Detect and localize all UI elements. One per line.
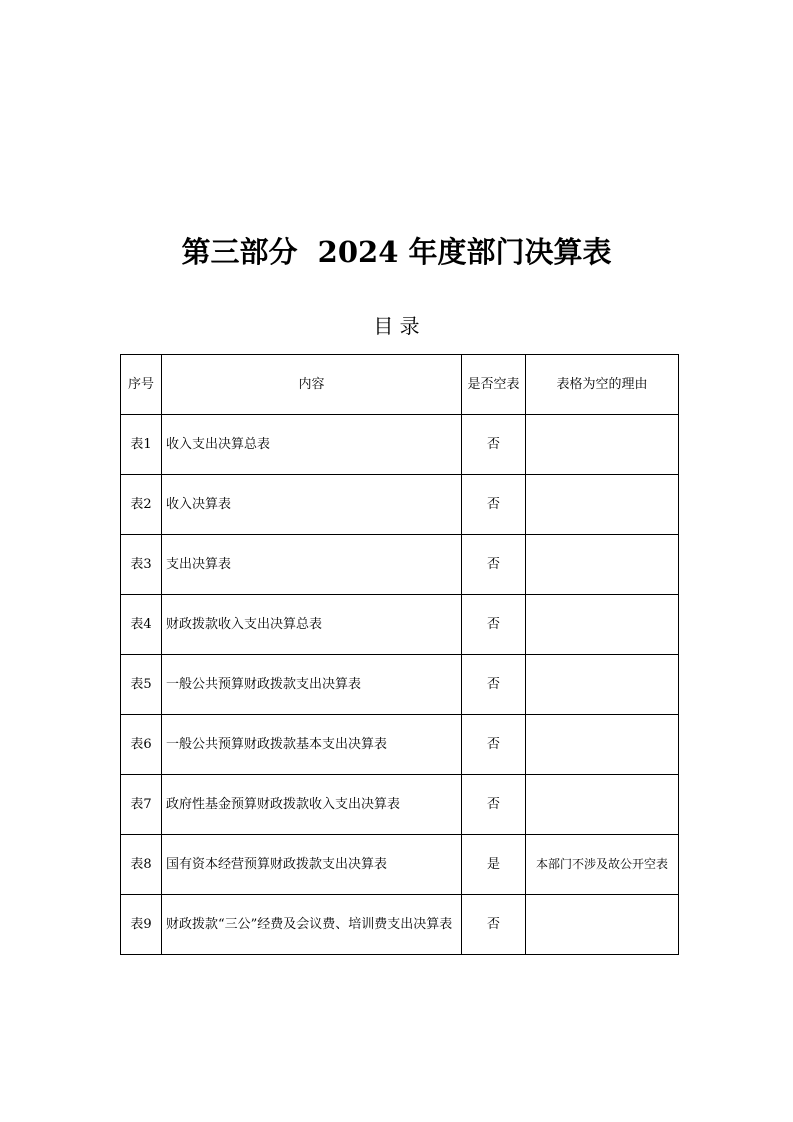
- row-content: 支出决算表: [162, 535, 462, 595]
- row-no: 表9: [121, 895, 162, 955]
- row-no: 表7: [121, 775, 162, 835]
- row-reason: 本部门不涉及故公开空表: [526, 835, 679, 895]
- row-content: 收入支出决算总表: [162, 415, 462, 475]
- row-content: 国有资本经营预算财政拨款支出决算表: [162, 835, 462, 895]
- row-content: 财政拨款“三公”经费及会议费、培训费支出决算表: [162, 895, 462, 955]
- row-reason: [526, 475, 679, 535]
- row-is-empty: 否: [462, 595, 526, 655]
- row-is-empty: 否: [462, 715, 526, 775]
- row-no: 表4: [121, 595, 162, 655]
- row-no: 表5: [121, 655, 162, 715]
- row-no: 表8: [121, 835, 162, 895]
- row-reason: [526, 895, 679, 955]
- row-no: 表1: [121, 415, 162, 475]
- row-is-empty: 否: [462, 775, 526, 835]
- header-no: 序号: [121, 355, 162, 415]
- row-reason: [526, 715, 679, 775]
- row-is-empty: 否: [462, 535, 526, 595]
- table-row: [121, 655, 679, 715]
- page-title: 第三部分 2024 年度部门决算表: [181, 235, 612, 269]
- row-content: 收入决算表: [162, 475, 462, 535]
- row-no: 表3: [121, 535, 162, 595]
- table-row: [121, 535, 679, 595]
- row-content: 政府性基金预算财政拨款收入支出决算表: [162, 775, 462, 835]
- row-no: 表6: [121, 715, 162, 775]
- table-row: [121, 595, 679, 655]
- table-row: [121, 475, 679, 535]
- row-is-empty: 否: [462, 895, 526, 955]
- row-is-empty: 否: [462, 475, 526, 535]
- row-content: 一般公共预算财政拨款基本支出决算表: [162, 715, 462, 775]
- table-row: [121, 775, 679, 835]
- row-is-empty: 否: [462, 415, 526, 475]
- table-row: [121, 895, 679, 955]
- header-reason: 表格为空的理由: [526, 355, 679, 415]
- row-reason: [526, 415, 679, 475]
- toc-table-body: [121, 415, 679, 955]
- row-reason: [526, 655, 679, 715]
- row-is-empty: 是: [462, 835, 526, 895]
- row-reason: [526, 535, 679, 595]
- toc-table-header: [121, 355, 679, 415]
- row-reason: [526, 595, 679, 655]
- header-content: 内容: [162, 355, 462, 415]
- row-reason: [526, 775, 679, 835]
- header-row: [121, 355, 679, 415]
- row-content: 一般公共预算财政拨款支出决算表: [162, 655, 462, 715]
- toc-table: [120, 354, 679, 955]
- row-content: 财政拨款收入支出决算总表: [162, 595, 462, 655]
- header-is-empty: 是否空表: [462, 355, 526, 415]
- toc-heading: 目 录: [373, 314, 420, 338]
- table-row: [121, 835, 679, 895]
- table-row: [121, 715, 679, 775]
- row-no: 表2: [121, 475, 162, 535]
- table-row: [121, 415, 679, 475]
- row-is-empty: 否: [462, 655, 526, 715]
